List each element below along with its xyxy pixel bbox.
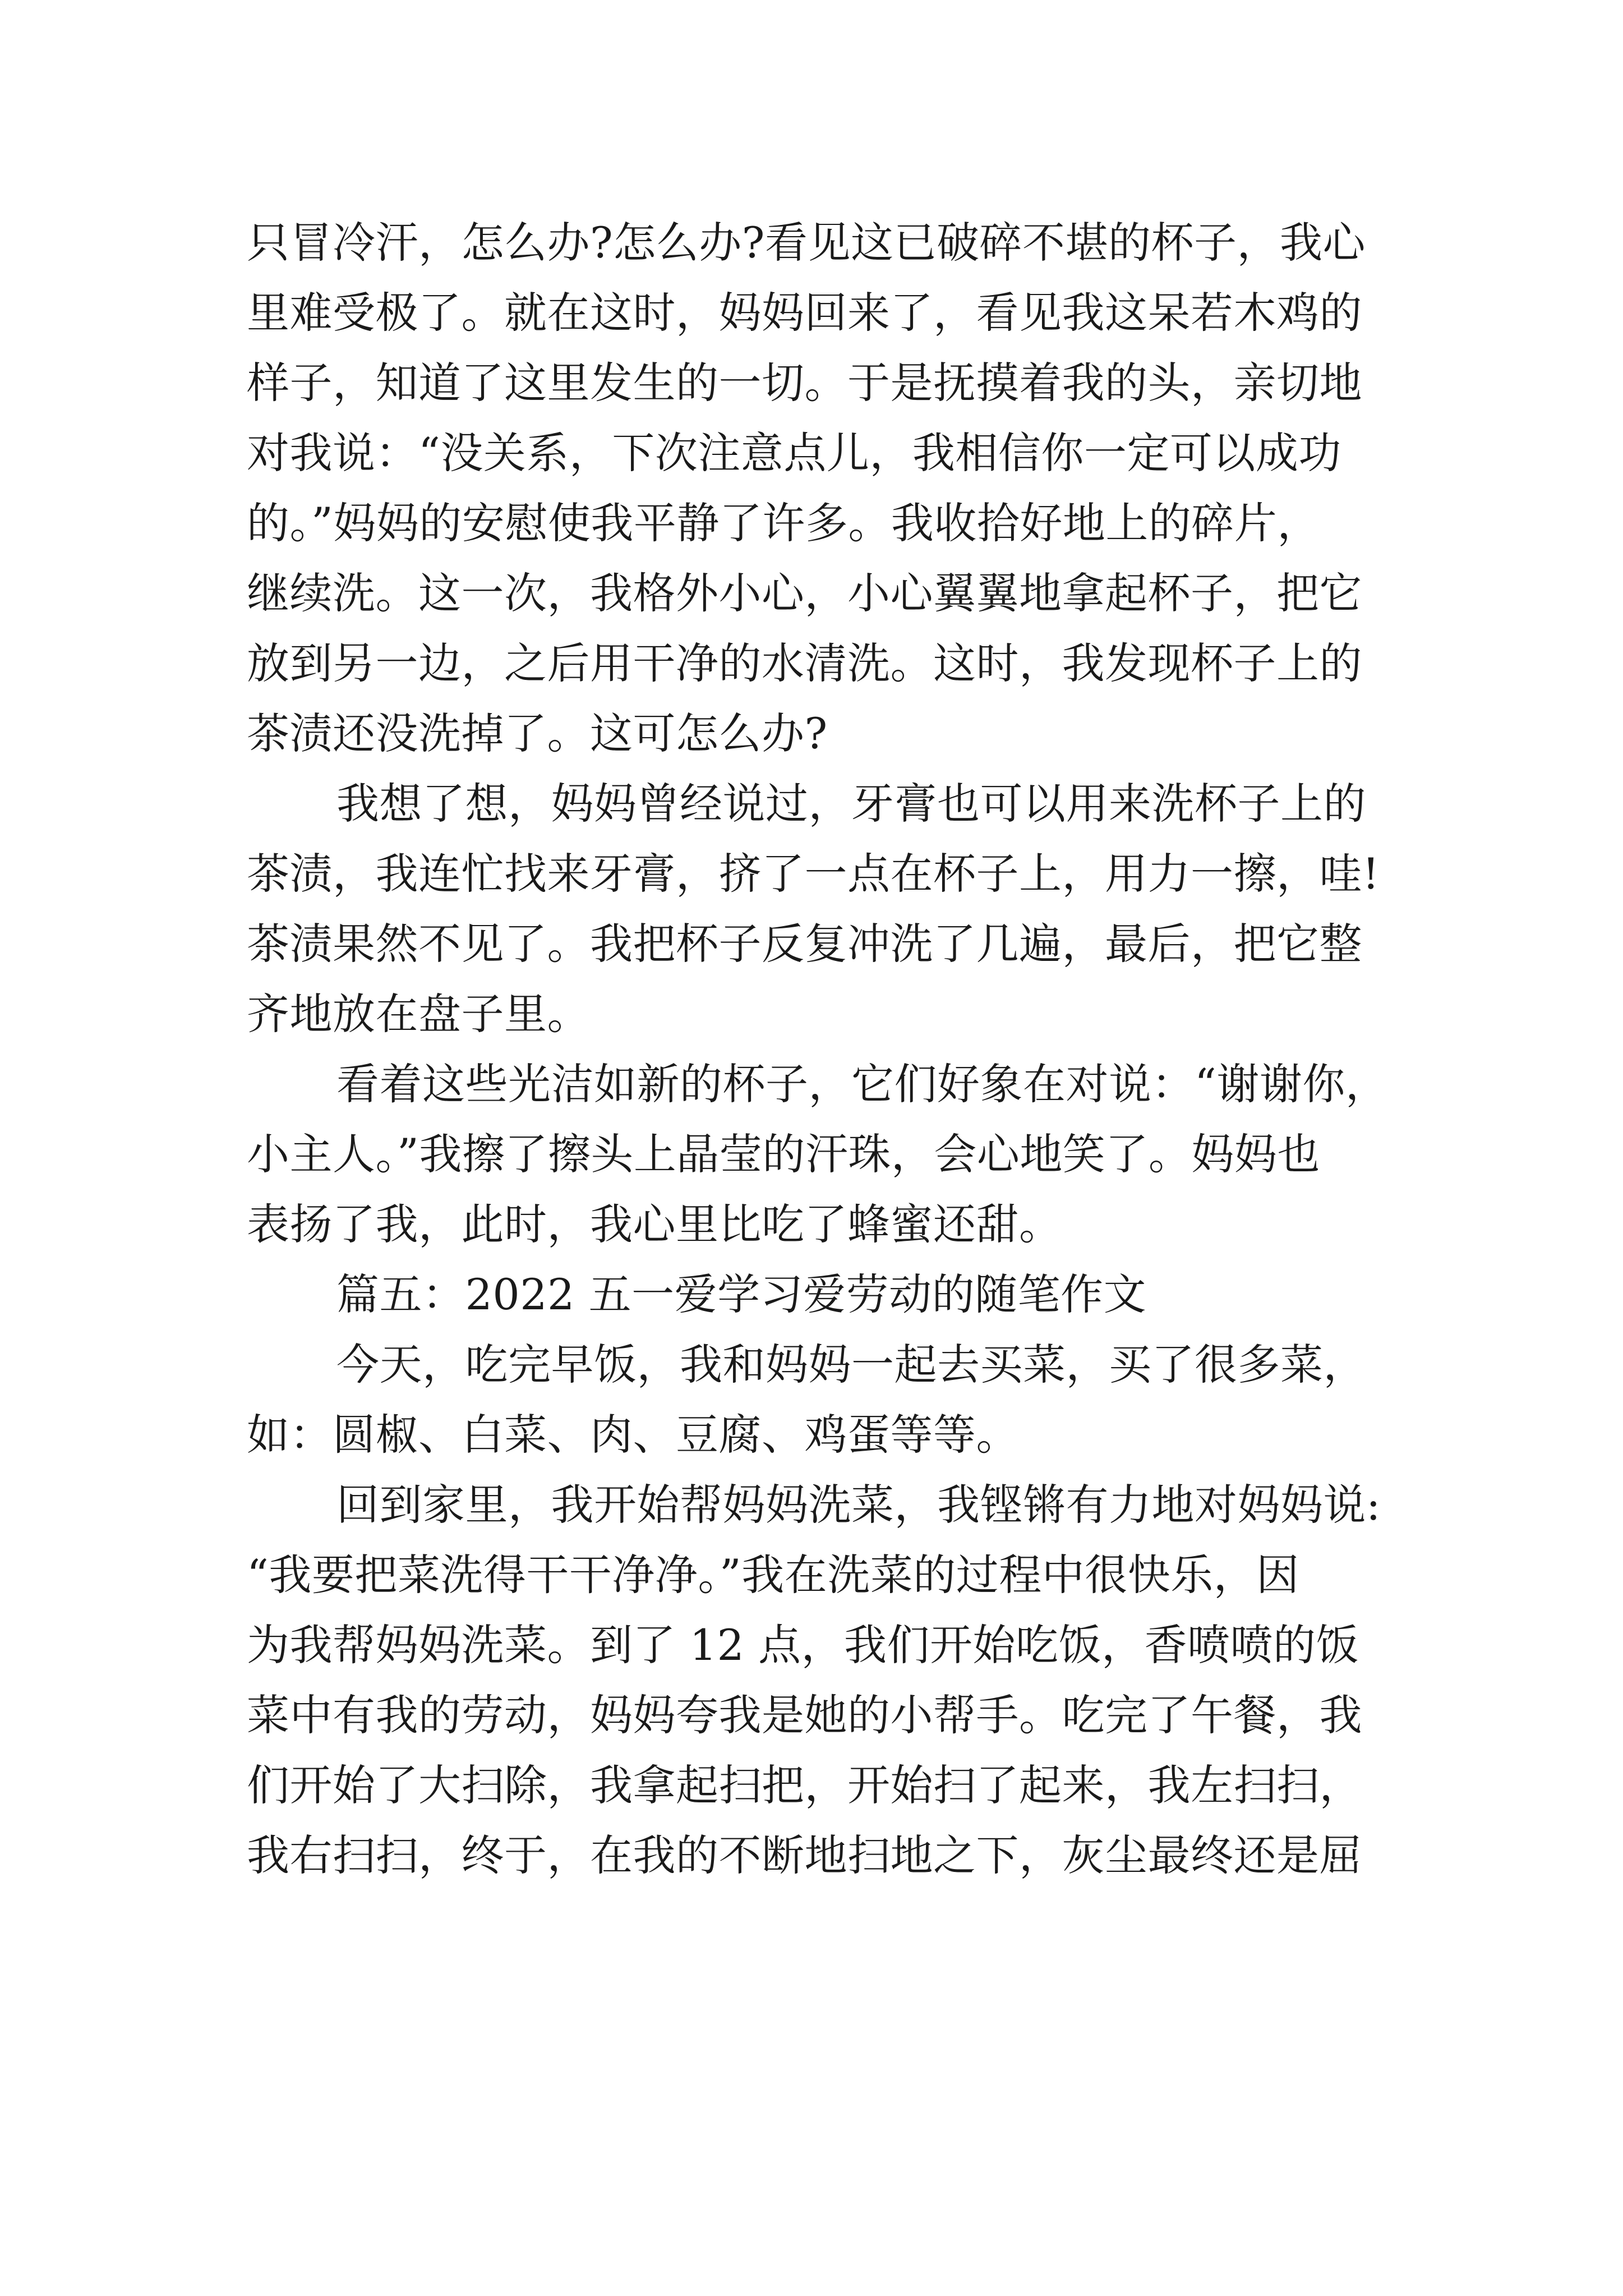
text-line: 今天，吃完早饭，我和妈妈一起去买菜，买了很多菜， bbox=[336, 1340, 1366, 1389]
text-line: 小主人。”我擦了擦头上晶莹的汗珠，会心地笑了。妈妈也 bbox=[247, 1129, 1320, 1179]
text-line: 篇五：2022 五一爱学习爱劳动的随笔作文 bbox=[336, 1269, 1147, 1319]
text-line: 茶渍还没洗掉了。这可怎么办? bbox=[247, 708, 828, 758]
text-line: 的。”妈妈的安慰使我平静了许多。我收拾好地上的碎片， bbox=[247, 498, 1320, 548]
text-line: 为我帮妈妈洗菜。到了 12 点，我们开始吃饭，香喷喷的饭 bbox=[247, 1620, 1359, 1670]
text-line: 齐地放在盘子里。 bbox=[247, 989, 590, 1039]
text-line: 如：圆椒、白菜、肉、豆腐、鸡蛋等等。 bbox=[247, 1410, 1019, 1460]
text-line: 茶渍果然不见了。我把杯子反复冲洗了几遍，最后，把它整 bbox=[247, 919, 1362, 969]
text-line: 样子，知道了这里发生的一切。于是抚摸着我的头，亲切地 bbox=[247, 358, 1362, 408]
text-line: 我右扫扫，终于，在我的不断地扫地之下，灰尘最终还是屈 bbox=[247, 1830, 1362, 1880]
text-line: 菜中有我的劳动，妈妈夸我是她的小帮手。吃完了午餐，我 bbox=[247, 1690, 1362, 1740]
text-line: 只冒冷汗，怎么办?怎么办?看见这已破碎不堪的杯子，我心 bbox=[247, 218, 1366, 268]
text-line: 继续洗。这一次，我格外小心，小心翼翼地拿起杯子，把它 bbox=[247, 568, 1362, 618]
text-line: “我要把菜洗得干干净净。”我在洗菜的过程中很快乐，因 bbox=[247, 1550, 1299, 1600]
text-line: 回到家里，我开始帮妈妈洗菜，我铿锵有力地对妈妈说: bbox=[336, 1480, 1381, 1530]
text-line: 对我说：“没关系，下次注意点儿，我相信你一定可以成功 bbox=[247, 428, 1341, 478]
text-line: 看着这些光洁如新的杯子，它们好象在对说：“谢谢你， bbox=[336, 1059, 1389, 1109]
text-line: 茶渍，我连忙找来牙膏，挤了一点在杯子上，用力一擦，哇! bbox=[247, 849, 1380, 899]
text-line: 我想了想，妈妈曾经说过，牙膏也可以用来洗杯子上的 bbox=[336, 779, 1366, 829]
text-line: 放到另一边，之后用干净的水清洗。这时，我发现杯子上的 bbox=[247, 638, 1362, 688]
text-line: 表扬了我，此时，我心里比吃了蜂蜜还甜。 bbox=[247, 1199, 1062, 1249]
body-text bbox=[247, 208, 1391, 1890]
text-line: 们开始了大扫除，我拿起扫把，开始扫了起来，我左扫扫， bbox=[247, 1760, 1362, 1810]
text-line: 里难受极了。就在这时，妈妈回来了，看见我这呆若木鸡的 bbox=[247, 288, 1362, 338]
